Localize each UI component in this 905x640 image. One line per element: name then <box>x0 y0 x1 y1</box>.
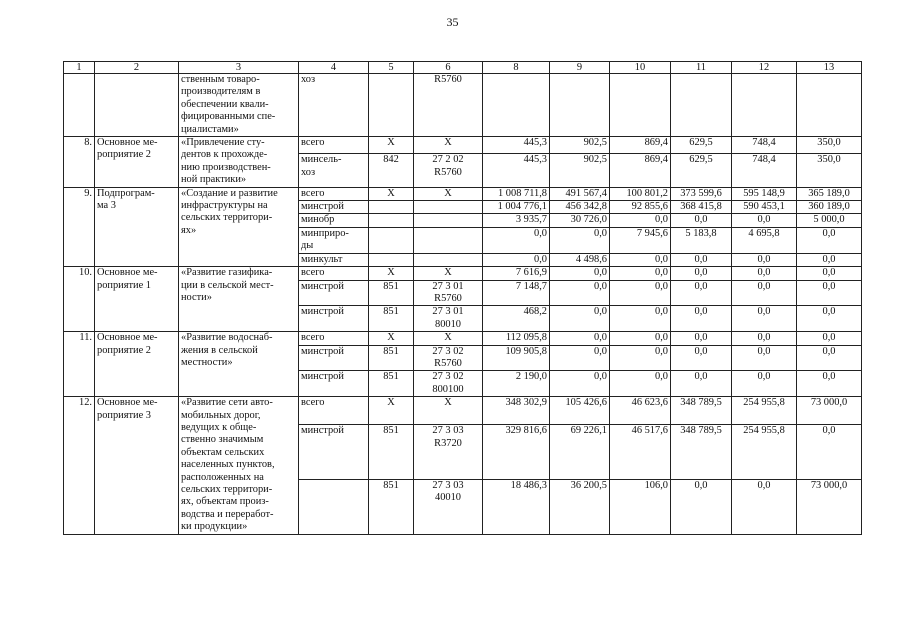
amount-cell: 0,0 <box>797 332 862 345</box>
amount-cell: 3 935,7 <box>483 214 550 227</box>
activity-name-cell <box>95 74 179 137</box>
amount-cell: 445,3 <box>483 137 550 154</box>
amount-cell: 4 498,6 <box>550 253 610 266</box>
amount-cell: 902,5 <box>550 154 610 187</box>
executor-cell: всего <box>299 187 369 200</box>
executor-cell: всего <box>299 397 369 425</box>
amount-cell: 36 200,5 <box>550 480 610 535</box>
amount-cell: 0,0 <box>732 332 797 345</box>
table-row <box>64 332 862 345</box>
amount-cell: 0,0 <box>671 253 732 266</box>
amount-cell: 0,0 <box>610 267 671 280</box>
grbs-code-cell <box>369 74 414 137</box>
target-code-cell: R5760 <box>414 74 483 137</box>
amount-cell: 106,0 <box>610 480 671 535</box>
amount-cell: 0,0 <box>732 371 797 397</box>
amount-cell: 0,0 <box>610 280 671 306</box>
amount-cell: 0,0 <box>797 306 862 332</box>
target-code-cell: Х <box>414 397 483 425</box>
activity-title-cell: «Развитие газифика- ции в сельской мест- ности» <box>179 267 299 332</box>
target-code-cell: 27 3 02 800100 <box>414 371 483 397</box>
target-code-cell: Х <box>414 187 483 200</box>
activity-name-cell: Основное ме- роприятие 2 <box>95 332 179 397</box>
amount-cell <box>483 74 550 137</box>
grbs-code-cell: 842 <box>369 154 414 187</box>
amount-cell: 329 816,6 <box>483 425 550 480</box>
grbs-code-cell: Х <box>369 137 414 154</box>
column-header: 2 <box>95 62 179 74</box>
amount-cell: 0,0 <box>550 332 610 345</box>
executor-cell: минстрой <box>299 280 369 306</box>
amount-cell: 69 226,1 <box>550 425 610 480</box>
amount-cell: 0,0 <box>732 253 797 266</box>
grbs-code-cell <box>369 253 414 266</box>
amount-cell: 0,0 <box>671 371 732 397</box>
grbs-code-cell: 851 <box>369 480 414 535</box>
amount-cell: 1 008 711,8 <box>483 187 550 200</box>
column-header: 6 <box>414 62 483 74</box>
column-header: 1 <box>64 62 95 74</box>
amount-cell <box>671 74 732 137</box>
executor-cell <box>299 480 369 535</box>
target-code-cell <box>414 253 483 266</box>
amount-cell: 46 623,6 <box>610 397 671 425</box>
amount-cell: 456 342,8 <box>550 201 610 214</box>
column-header: 10 <box>610 62 671 74</box>
amount-cell: 0,0 <box>732 280 797 306</box>
executor-cell: минобр <box>299 214 369 227</box>
amount-cell: 590 453,1 <box>732 201 797 214</box>
table-row <box>64 397 862 425</box>
amount-cell: 0,0 <box>550 306 610 332</box>
target-code-cell: 27 3 01 R5760 <box>414 280 483 306</box>
amount-cell: 2 190,0 <box>483 371 550 397</box>
executor-cell: минстрой <box>299 371 369 397</box>
amount-cell: 468,2 <box>483 306 550 332</box>
target-code-cell <box>414 201 483 214</box>
amount-cell: 348 789,5 <box>671 397 732 425</box>
target-code-cell <box>414 227 483 253</box>
amount-cell: 0,0 <box>671 306 732 332</box>
row-number-cell: 8. <box>64 137 95 188</box>
activity-name-cell: Основное ме- роприятие 1 <box>95 267 179 332</box>
amount-cell: 105 426,6 <box>550 397 610 425</box>
amount-cell: 18 486,3 <box>483 480 550 535</box>
budget-table <box>63 61 862 535</box>
amount-cell: 350,0 <box>797 154 862 187</box>
executor-cell: всего <box>299 137 369 154</box>
amount-cell: 0,0 <box>610 306 671 332</box>
target-code-cell: Х <box>414 137 483 154</box>
row-number-cell: 12. <box>64 397 95 534</box>
amount-cell: 0,0 <box>610 253 671 266</box>
target-code-cell: 27 2 02 R5760 <box>414 154 483 187</box>
amount-cell: 0,0 <box>550 371 610 397</box>
activity-name-cell: Основное ме- роприятие 3 <box>95 397 179 534</box>
activity-title-cell: ственным товаро- производителям в обеспечении квали- фицированными спе- циалистами» <box>179 74 299 137</box>
amount-cell: 7 616,9 <box>483 267 550 280</box>
amount-cell: 1 004 776,1 <box>483 201 550 214</box>
amount-cell: 748,4 <box>732 154 797 187</box>
amount-cell: 100 801,2 <box>610 187 671 200</box>
table-row <box>64 74 862 137</box>
amount-cell: 348 302,9 <box>483 397 550 425</box>
amount-cell: 46 517,6 <box>610 425 671 480</box>
activity-name-cell: Подпрограм- ма 3 <box>95 187 179 266</box>
amount-cell: 0,0 <box>732 306 797 332</box>
amount-cell: 73 000,0 <box>797 397 862 425</box>
column-header: 11 <box>671 62 732 74</box>
amount-cell: 5 000,0 <box>797 214 862 227</box>
amount-cell: 629,5 <box>671 154 732 187</box>
grbs-code-cell: Х <box>369 187 414 200</box>
amount-cell: 0,0 <box>483 253 550 266</box>
grbs-code-cell: Х <box>369 267 414 280</box>
amount-cell: 0,0 <box>797 345 862 371</box>
amount-cell: 7 945,6 <box>610 227 671 253</box>
column-header: 8 <box>483 62 550 74</box>
target-code-cell: 27 3 02 R5760 <box>414 345 483 371</box>
row-number-cell: 11. <box>64 332 95 397</box>
executor-cell: минстрой <box>299 201 369 214</box>
amount-cell: 0,0 <box>671 214 732 227</box>
activity-title-cell: «Развитие водоснаб- жения в сельской местности» <box>179 332 299 397</box>
activity-title-cell: «Развитие сети авто- мобильных дорог, ведущих к обще- ственно значимым объектам сельских населенных пунктов, расположенных на сельских территори- ях, объектам произ- водства и переработ- ки продукции» <box>179 397 299 534</box>
grbs-code-cell: 851 <box>369 345 414 371</box>
amount-cell: 0,0 <box>797 253 862 266</box>
executor-cell: минстрой <box>299 306 369 332</box>
grbs-code-cell: 851 <box>369 306 414 332</box>
amount-cell: 0,0 <box>797 267 862 280</box>
amount-cell <box>732 74 797 137</box>
amount-cell: 360 189,0 <box>797 201 862 214</box>
amount-cell <box>797 74 862 137</box>
amount-cell: 0,0 <box>732 214 797 227</box>
amount-cell: 629,5 <box>671 137 732 154</box>
table-row <box>64 267 862 280</box>
activity-title-cell: «Создание и развитие инфраструктуры на сельских территори- ях» <box>179 187 299 266</box>
target-code-cell: 27 3 03 40010 <box>414 480 483 535</box>
executor-cell: минприро- ды <box>299 227 369 253</box>
amount-cell: 0,0 <box>671 267 732 280</box>
amount-cell: 0,0 <box>483 227 550 253</box>
amount-cell: 748,4 <box>732 137 797 154</box>
amount-cell: 869,4 <box>610 137 671 154</box>
amount-cell: 0,0 <box>610 371 671 397</box>
amount-cell: 0,0 <box>732 345 797 371</box>
executor-cell: всего <box>299 332 369 345</box>
amount-cell: 0,0 <box>797 371 862 397</box>
executor-cell: хоз <box>299 74 369 137</box>
amount-cell: 368 415,8 <box>671 201 732 214</box>
executor-cell: всего <box>299 267 369 280</box>
target-code-cell: Х <box>414 332 483 345</box>
grbs-code-cell <box>369 201 414 214</box>
row-number-cell: 10. <box>64 267 95 332</box>
amount-cell: 73 000,0 <box>797 480 862 535</box>
amount-cell: 0,0 <box>732 267 797 280</box>
column-header: 9 <box>550 62 610 74</box>
grbs-code-cell: 851 <box>369 425 414 480</box>
grbs-code-cell: Х <box>369 332 414 345</box>
target-code-cell: 27 3 03 R3720 <box>414 425 483 480</box>
table-row <box>64 137 862 154</box>
amount-cell: 0,0 <box>671 480 732 535</box>
amount-cell: 112 095,8 <box>483 332 550 345</box>
amount-cell: 254 955,8 <box>732 397 797 425</box>
row-number-cell <box>64 74 95 137</box>
target-code-cell: 27 3 01 80010 <box>414 306 483 332</box>
amount-cell: 350,0 <box>797 137 862 154</box>
amount-cell: 869,4 <box>610 154 671 187</box>
column-header: 4 <box>299 62 369 74</box>
executor-cell: минсель- хоз <box>299 154 369 187</box>
column-header: 13 <box>797 62 862 74</box>
amount-cell: 0,0 <box>797 280 862 306</box>
amount-cell <box>550 74 610 137</box>
amount-cell: 0,0 <box>550 227 610 253</box>
amount-cell: 902,5 <box>550 137 610 154</box>
grbs-code-cell: 851 <box>369 371 414 397</box>
amount-cell: 365 189,0 <box>797 187 862 200</box>
column-header: 12 <box>732 62 797 74</box>
activity-title-cell: «Привлечение сту- дентов к прохожде- нию производствен- ной практики» <box>179 137 299 188</box>
amount-cell: 0,0 <box>550 345 610 371</box>
amount-cell: 0,0 <box>671 332 732 345</box>
amount-cell: 0,0 <box>610 214 671 227</box>
amount-cell: 30 726,0 <box>550 214 610 227</box>
amount-cell: 4 695,8 <box>732 227 797 253</box>
grbs-code-cell <box>369 227 414 253</box>
header-row <box>64 62 862 74</box>
amount-cell <box>610 74 671 137</box>
amount-cell: 92 855,6 <box>610 201 671 214</box>
amount-cell: 0,0 <box>671 280 732 306</box>
amount-cell: 0,0 <box>610 345 671 371</box>
amount-cell: 7 148,7 <box>483 280 550 306</box>
activity-name-cell: Основное ме- роприятие 2 <box>95 137 179 188</box>
target-code-cell <box>414 214 483 227</box>
page-number: 35 <box>446 15 459 29</box>
amount-cell: 0,0 <box>797 425 862 480</box>
amount-cell: 254 955,8 <box>732 425 797 480</box>
row-number-cell: 9. <box>64 187 95 266</box>
amount-cell: 491 567,4 <box>550 187 610 200</box>
amount-cell: 0,0 <box>732 480 797 535</box>
amount-cell: 0,0 <box>671 345 732 371</box>
table-row <box>64 187 862 200</box>
grbs-code-cell <box>369 214 414 227</box>
amount-cell: 348 789,5 <box>671 425 732 480</box>
grbs-code-cell: 851 <box>369 280 414 306</box>
executor-cell: минкульт <box>299 253 369 266</box>
amount-cell: 5 183,8 <box>671 227 732 253</box>
column-header: 5 <box>369 62 414 74</box>
amount-cell: 0,0 <box>550 267 610 280</box>
amount-cell: 0,0 <box>550 280 610 306</box>
amount-cell: 109 905,8 <box>483 345 550 371</box>
executor-cell: минстрой <box>299 425 369 480</box>
column-header: 3 <box>179 62 299 74</box>
amount-cell: 373 599,6 <box>671 187 732 200</box>
amount-cell: 0,0 <box>797 227 862 253</box>
amount-cell: 445,3 <box>483 154 550 187</box>
executor-cell: минстрой <box>299 345 369 371</box>
amount-cell: 0,0 <box>610 332 671 345</box>
grbs-code-cell: Х <box>369 397 414 425</box>
target-code-cell: Х <box>414 267 483 280</box>
amount-cell: 595 148,9 <box>732 187 797 200</box>
